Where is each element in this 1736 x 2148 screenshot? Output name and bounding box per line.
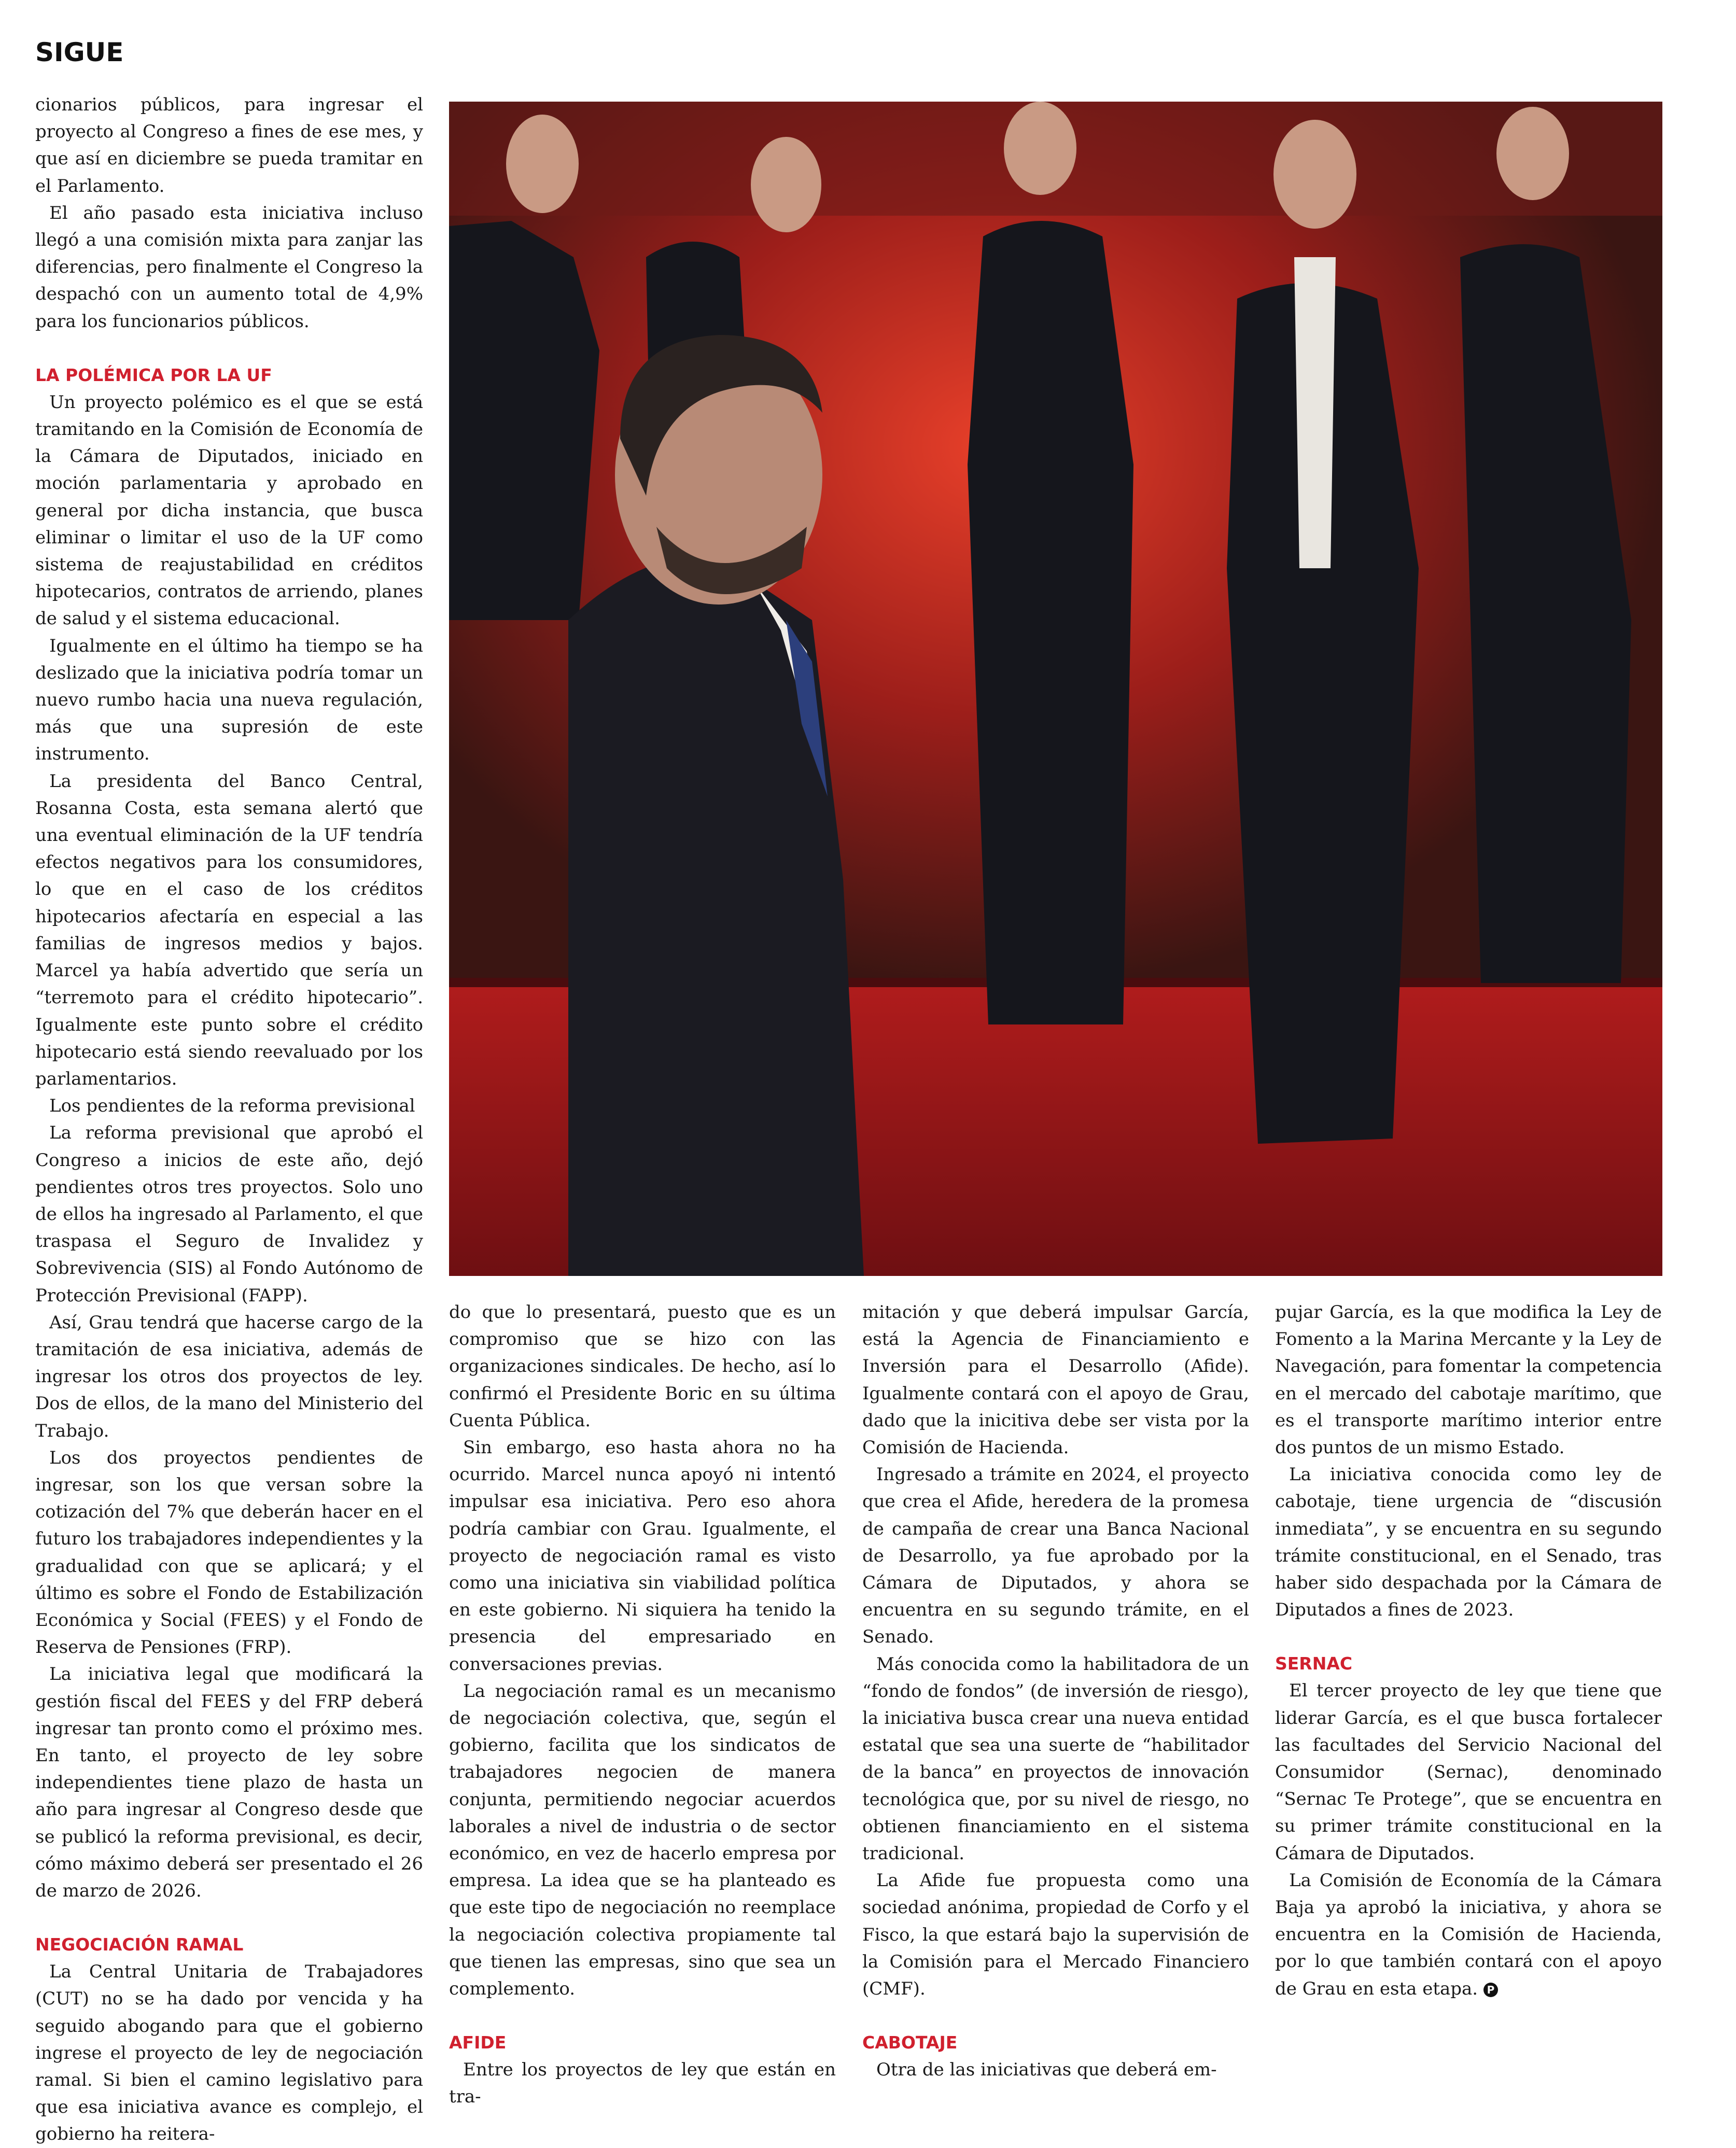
article-column-2 — [449, 1299, 836, 2111]
paragraph: Los dos proyectos pendientes de ingresar, son los que versan sobre la cotización del 7% que deberán hacer en el futuro los trabajadores independientes y la gradualidad con que se aplicará; y el último es sobre el Fondo de Estabilización Económica y Social (FEES) y el Fondo de Reserva de Pensiones (FRP). — [35, 1447, 423, 1658]
paragraph: do que lo presentará, puesto que es un compromiso que se hizo con las organizaciones sindicales. De hecho, así lo confirmó el Presidente Boric en su última Cuenta Pública. — [449, 1302, 836, 1431]
photo-illustration — [449, 102, 1662, 1276]
news-photo — [449, 102, 1662, 1276]
paragraph: Entre los proyectos de ley que están en tra- — [449, 2059, 836, 2108]
subheading-uf: LA POLÉMICA POR LA UF — [35, 364, 272, 385]
paragraph: Ingresado a trámite en 2024, el proyecto que crea el Afide, heredera de la promesa de campaña de crear una Banca Nacional de Desarrollo, ya fue aprobado por la Cámara de Diputados, y ahora se encuentra en su segundo trámite, en el Senado. — [862, 1464, 1249, 1648]
paragraph: mitación y que deberá impulsar García, está la Agencia de Financiamiento e Inversión para el Desarrollo (Afide). Igualmente contará con el apoyo de Grau, dado que la inicitiva debe ser vista por la Comisión de Hacienda. — [862, 1302, 1249, 1458]
subheading-afide: AFIDE — [449, 2032, 507, 2053]
paragraph — [1275, 1867, 1662, 2002]
article-column-1 — [35, 91, 423, 2148]
paragraph: La Central Unitaria de Trabajadores (CUT) no se ha dado por vencida y ha seguido abogando para que el gobierno ingrese el proyecto de ley de negociación ramal. Si bien el camino legislativo para que esa iniciativa avance es complejo, el gobierno ha reitera- — [35, 1961, 423, 2145]
subheading-sernac: SERNAC — [1275, 1653, 1353, 1674]
article-column-3 — [862, 1299, 1249, 2083]
paragraph: El año pasado esta iniciativa incluso llegó a una comisión mixta para zanjar las diferencias, pero finalmente el Congreso la despachó con un aumento total de 4,9% para los funcionarios públicos. — [35, 202, 423, 332]
subheading-cabotaje: CABOTAJE — [862, 2032, 958, 2053]
paragraph: pujar García, es la que modifica la Ley de Fomento a la Marina Mercante y la Ley de Navegación, para fomentar la competencia en el mercado del cabotaje marítimo, que es el transporte marítimo interior entre dos puntos de un mismo Estado. — [1275, 1302, 1662, 1458]
paragraph: Otra de las iniciativas que deberá em- — [876, 2059, 1217, 2081]
paragraph: Igualmente en el último ha tiempo se ha deslizado que la iniciativa podría tomar un nuevo rumbo hacia una nueva regulación, más que una supresión de este instrumento. — [35, 635, 423, 765]
paragraph: La negociación ramal es un mecanismo de negociación colectiva, que, según el gobierno, facilita que los sindicatos de trabajadores negocien de manera conjunta, permitiendo negociar acuerdos laborales a nivel de industria o de sector económico, en vez de hacerlo empresa por empresa. La idea que se ha planteado es que este tipo de negociación no reemplace la negociación colectiva propiamente tal que tienen las empresas, sino que sea un complemento. — [449, 1680, 836, 2000]
paragraph: cionarios públicos, para ingresar el proyecto al Congreso a fines de ese mes, y que así en diciembre se pueda tramitar en el Parlamento. — [35, 94, 423, 196]
paragraph: Los pendientes de la reforma previsional — [49, 1096, 415, 1117]
paragraph: El tercer proyecto de ley que tiene que liderar García, es el que busca fortalecer las facultades del Servicio Nacional del Consumidor (Sernac), denominado “Sernac Te Protege”, que se encuentra en su primer trámite constitucional en la Cámara de Diputados. — [1275, 1680, 1662, 1864]
paragraph-text: La Comisión de Economía de la Cámara Baja ya aprobó la iniciativa, y ahora se encuentra en la Comisión de Hacienda, por lo que también contará con el apoyo de Grau en esta etapa. — [1275, 1870, 1662, 1999]
article-column-4 — [1275, 1299, 1662, 2002]
end-of-article-icon: P — [1483, 1983, 1498, 1997]
paragraph: La reforma previsional que aprobó el Congreso a inicios de este año, dejó pendientes otros tres proyectos. Solo uno de ellos ha ingresado al Parlamento, el que traspasa el Seguro de Invalidez y Sobrevivencia (SIS) al Fondo Autónomo de Protección Previsional (FAPP). — [35, 1122, 423, 1306]
paragraph: Así, Grau tendrá que hacerse cargo de la tramitación de esa iniciativa, además de ingresar los otros dos proyectos de ley. Dos de ellos, de la mano del Ministerio del Trabajo. — [35, 1312, 423, 1441]
paragraph: Un proyecto polémico es el que se está tramitando en la Comisión de Economía de la Cámara de Diputados, iniciado en moción parlamentaria y aprobado en general por dicha instancia, que busca eliminar o limitar el uso de la UF como sistema de reajustabilidad en créditos hipotecarios, contratos de arriendo, planes de salud y el sistema educacional. — [35, 391, 423, 629]
paragraph: La presidenta del Banco Central, Rosanna Costa, esta semana alertó que una eventual eliminación de la UF tendría efectos negativos para los consumidores, lo que en el caso de los créditos hipotecarios afectaría en especial a las familias de ingresos medios y bajos. Marcel ya había advertido que sería un “terremoto para el crédito hipotecario”. Igualmente este punto sobre el crédito hipotecario está siendo reevaluado por los parlamentarios. — [35, 770, 423, 1089]
paragraph: La iniciativa legal que modificará la gestión fiscal del FEES y del FRP deberá ingresar tan pronto como el próximo mes. En tanto, el proyecto de ley sobre independientes tiene plazo de hasta un año para ingresar al Congreso desde que se publicó la reforma previsional, es decir, cómo máximo deberá ser presentado el 26 de marzo de 2026. — [35, 1664, 423, 1901]
subheading-negociacion-ramal: NEGOCIACIÓN RAMAL — [35, 1934, 244, 1955]
section-label: SIGUE — [35, 37, 124, 67]
paragraph: Más conocida como la habilitadora de un “fondo de fondos” (de inversión de riesgo), la iniciativa busca crear una nueva entidad estatal que sea una suerte de “habilitador de la banca” en proyectos de innovación tecnológica que, por su nivel de riesgo, no obtienen financiamiento en el sistema tradicional. — [862, 1653, 1249, 1864]
paragraph: La iniciativa conocida como ley de cabotaje, tiene urgencia de “discusión inmediata”, y se encuentra en su segundo trámite constitucional, en el Senado, tras haber sido despachada por la Cámara de Diputados a fines de 2023. — [1275, 1464, 1662, 1621]
paragraph: Sin embargo, eso hasta ahora no ha ocurrido. Marcel nunca apoyó ni intentó impulsar esa iniciativa. Pero eso ahora podría cambiar con Grau. Igualmente, el proyecto de negociación ramal es visto como una iniciativa sin viabilidad política en este gobierno. Ni siquiera ha tenido la presencia del empresariado en conversaciones previas. — [449, 1437, 836, 1675]
paragraph: La Afide fue propuesta como una sociedad anónima, propiedad de Corfo y el Fisco, la que estará bajo la supervisión de la Comisión para el Mercado Financiero (CMF). — [862, 1870, 1249, 2000]
